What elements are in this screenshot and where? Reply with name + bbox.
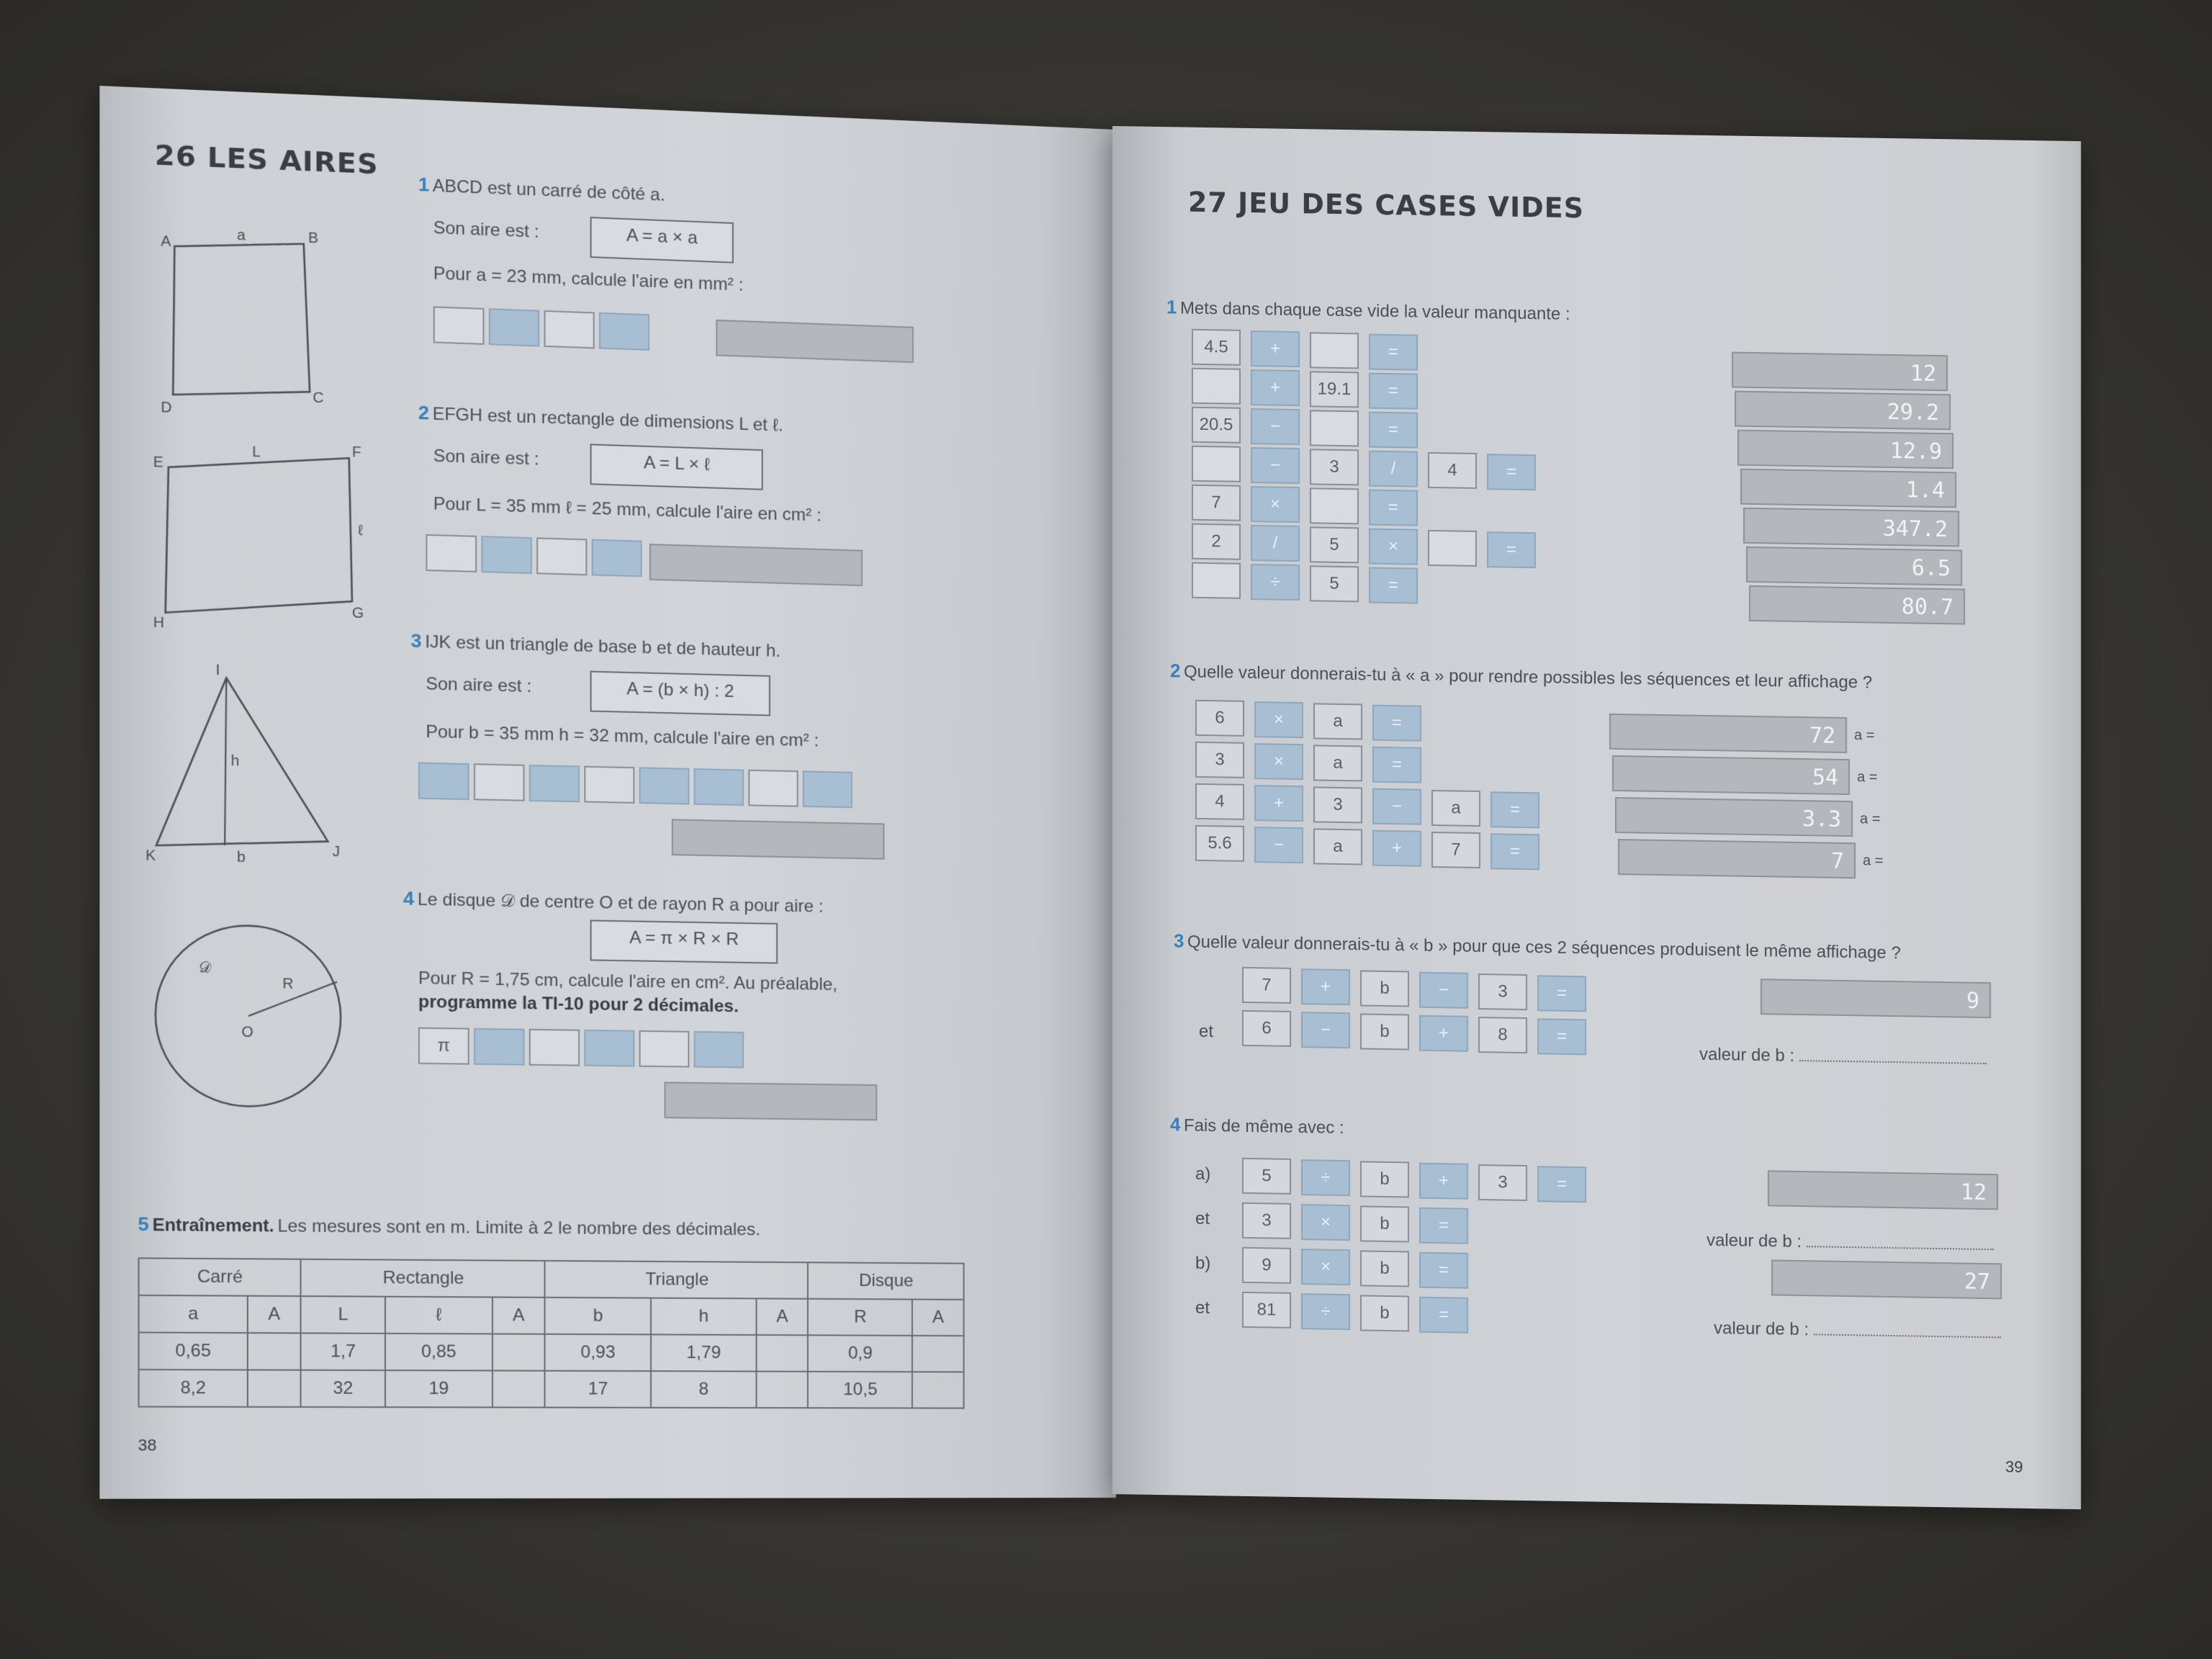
value-key[interactable]: 5: [1242, 1158, 1291, 1195]
calculator-display: 54: [1612, 755, 1850, 795]
exercise-1-left: [418, 173, 1080, 222]
operator-key[interactable]: −: [1301, 1012, 1350, 1048]
group-disque: Disque: [808, 1262, 963, 1300]
col-header: L: [301, 1296, 385, 1334]
ex4-key-4[interactable]: [584, 1030, 634, 1067]
operator-key[interactable]: =: [1419, 1252, 1468, 1289]
circle-label-D: 𝒟: [199, 960, 212, 976]
exercise-4-left: [403, 887, 1109, 922]
ex5-text: Les mesures sont en m. Limite à 2 le nombre des décimales.: [277, 1215, 760, 1240]
rect-label-H: H: [153, 614, 165, 631]
table-cell: 19: [385, 1370, 493, 1407]
rex1-text: Mets dans chaque case vide la valeur manquante :: [1179, 298, 1570, 324]
ex3-key-7[interactable]: [748, 770, 798, 807]
col-header: ℓ: [385, 1297, 493, 1334]
value-key[interactable]: 19.1: [1310, 371, 1359, 408]
ex3-key-8[interactable]: [803, 770, 853, 808]
operator-key[interactable]: =: [1419, 1297, 1468, 1334]
value-key[interactable]: b: [1360, 1295, 1409, 1331]
empty-input-key[interactable]: [1310, 487, 1359, 524]
value-key[interactable]: a: [1313, 745, 1362, 781]
value-key[interactable]: 5: [1310, 526, 1359, 563]
value-key[interactable]: 20.5: [1192, 407, 1241, 444]
rex4-answer-b-label: valeur de b :: [1714, 1318, 1809, 1340]
rect-label-G: G: [351, 605, 364, 622]
value-key[interactable]: 5.6: [1195, 825, 1244, 862]
value-key[interactable]: a: [1431, 790, 1480, 827]
rex3-answer: [1699, 1044, 1987, 1069]
operator-key[interactable]: =: [1537, 1166, 1586, 1202]
ex4-key-pi[interactable]: π: [418, 1028, 469, 1065]
operator-key[interactable]: −: [1251, 447, 1300, 484]
col-header: R: [808, 1299, 912, 1336]
calculator-display: 7: [1618, 839, 1856, 878]
circle-label-O: O: [241, 1024, 253, 1041]
value-key[interactable]: 3: [1478, 1164, 1527, 1201]
square-label-D: D: [161, 399, 172, 416]
rex4-answer-b: [1714, 1318, 2001, 1343]
operator-key[interactable]: ×: [1254, 701, 1303, 738]
value-key[interactable]: 3: [1195, 742, 1244, 778]
calculator-display: 29.2: [1735, 391, 1951, 431]
operator-key[interactable]: =: [1372, 705, 1421, 742]
a-equals-label: a =: [1857, 769, 1878, 786]
ex4-formula: A = π × R × R: [590, 920, 778, 963]
operator-key[interactable]: +: [1254, 785, 1303, 822]
empty-input-key[interactable]: [1310, 410, 1359, 446]
exercise-4-right: [1170, 1113, 2034, 1149]
value-key[interactable]: 4: [1195, 783, 1244, 820]
value-key[interactable]: 81: [1242, 1292, 1291, 1328]
operator-key[interactable]: =: [1372, 747, 1421, 783]
ex1-key-1[interactable]: [433, 306, 485, 345]
calculator-display: 12.9: [1737, 430, 1954, 469]
rex4-answer-a: [1707, 1230, 1994, 1255]
table-cell: 8: [651, 1371, 756, 1408]
value-key[interactable]: b: [1360, 970, 1409, 1007]
rex4-text: Fais de même avec :: [1183, 1115, 1344, 1138]
tri-label-b: b: [237, 849, 246, 866]
page-number-left: 38: [138, 1435, 157, 1455]
col-header: A: [493, 1297, 545, 1334]
ex2-display: [649, 544, 863, 586]
ex4-line1: Le disque 𝒟 de centre O et de rayon R a pour aire :: [417, 889, 824, 917]
ex1-key-4[interactable]: [599, 313, 649, 351]
value-key[interactable]: a: [1313, 703, 1362, 739]
table-cell: 0,9: [808, 1335, 912, 1372]
rex4-et-1: et: [1195, 1208, 1210, 1229]
operator-key[interactable]: +: [1419, 1163, 1468, 1200]
ex2-number: 2: [418, 401, 429, 424]
operator-key[interactable]: ×: [1251, 486, 1300, 523]
operator-key[interactable]: +: [1251, 369, 1300, 406]
ex1-number: 1: [418, 173, 429, 196]
col-header: A: [912, 1300, 963, 1336]
value-key[interactable]: 4.5: [1192, 329, 1241, 366]
rex3-text: Quelle valeur donnerais-tu à « b » pour que ces 2 séquences produisent le même affichage ?: [1187, 932, 1901, 963]
operator-key[interactable]: +: [1301, 968, 1350, 1005]
empty-input-key[interactable]: [1192, 562, 1241, 599]
value-key[interactable]: 9: [1242, 1247, 1291, 1284]
table-cell[interactable]: [912, 1336, 963, 1372]
ex2-line1: EFGH est un rectangle de dimensions L et ℓ.: [432, 404, 783, 436]
rex1-key-grid: [1112, 126, 2081, 141]
operator-key[interactable]: =: [1369, 412, 1418, 449]
table-cell[interactable]: [248, 1333, 301, 1370]
tri-label-I: I: [215, 662, 220, 679]
table-cell: 0,93: [545, 1334, 651, 1371]
tri-label-h: h: [230, 752, 240, 770]
value-key[interactable]: 3: [1478, 974, 1527, 1010]
ex3-key-4[interactable]: [584, 766, 634, 804]
rect-label-l: ℓ: [358, 523, 364, 539]
value-key[interactable]: b: [1360, 1205, 1409, 1242]
value-key[interactable]: 6: [1195, 700, 1244, 737]
calculator-display: 347.2: [1743, 508, 1959, 547]
exercise-1-right: [1166, 296, 2031, 332]
calculator-display: 72: [1609, 714, 1847, 753]
table-cell[interactable]: [756, 1372, 808, 1408]
operator-key[interactable]: =: [1537, 975, 1586, 1012]
ex4-key-6[interactable]: [694, 1031, 745, 1069]
group-triangle: Triangle: [545, 1261, 809, 1299]
ex4-key-5[interactable]: [639, 1030, 690, 1068]
ex3-key-1[interactable]: [418, 763, 469, 801]
ex3-line3: Pour b = 35 mm h = 32 mm, calcule l'aire en cm² :: [426, 721, 819, 751]
rex2-text: Quelle valeur donnerais-tu à « a » pour rendre possibles les séquences et leur affichage ?: [1183, 662, 1873, 693]
rex4-et-2: et: [1195, 1298, 1210, 1318]
operator-key[interactable]: ×: [1254, 743, 1303, 780]
calculator-display: 80.7: [1749, 585, 1965, 625]
page-number-right: 39: [2005, 1457, 2023, 1476]
ex4-display: [664, 1082, 877, 1120]
table-cell[interactable]: [248, 1370, 301, 1407]
operator-key[interactable]: /: [1369, 451, 1418, 487]
table-cell[interactable]: [756, 1335, 808, 1372]
col-header: A: [756, 1298, 808, 1335]
ex3-key-2[interactable]: [474, 763, 525, 801]
rex4-answer-b-line[interactable]: [1814, 1319, 2001, 1338]
rex1-displays: [1112, 126, 2081, 141]
value-key[interactable]: 7: [1192, 485, 1241, 521]
value-key[interactable]: 3: [1310, 449, 1359, 485]
operator-key[interactable]: =: [1369, 490, 1418, 526]
circle-figure: [145, 904, 366, 1122]
ex1-line2: Son aire est :: [433, 217, 539, 242]
operator-key[interactable]: ÷: [1251, 564, 1300, 601]
square-figure: [161, 227, 343, 428]
a-equals-label: a =: [1863, 853, 1884, 869]
ex2-key-2[interactable]: [481, 536, 532, 574]
ex2-line3: Pour L = 35 mm ℓ = 25 mm, calcule l'aire en cm² :: [433, 493, 822, 526]
ex4-key-2[interactable]: [474, 1028, 525, 1066]
rex3-answer-line[interactable]: [1799, 1046, 1987, 1064]
rex4-a-label: a): [1195, 1164, 1211, 1184]
operator-key[interactable]: +: [1372, 830, 1421, 867]
value-key[interactable]: a: [1313, 828, 1362, 865]
rect-label-L: L: [252, 444, 261, 461]
square-label-C: C: [313, 390, 324, 407]
operator-key[interactable]: =: [1537, 1018, 1586, 1055]
operator-key[interactable]: =: [1369, 373, 1418, 410]
empty-input-key[interactable]: [1192, 446, 1241, 482]
ex4-line3: programme la TI-10 pour 2 décimales.: [418, 992, 739, 1017]
ex1-line1: ABCD est un carré de côté a.: [432, 176, 665, 205]
operator-key[interactable]: =: [1491, 833, 1539, 870]
operator-key[interactable]: =: [1487, 454, 1536, 490]
ex2-key-3[interactable]: [536, 537, 587, 575]
rex1-number: 1: [1166, 296, 1177, 318]
operator-key[interactable]: =: [1491, 791, 1539, 828]
rex3-et: et: [1199, 1021, 1214, 1042]
table-row: [139, 1370, 964, 1408]
ex3-display: [672, 819, 885, 859]
rex4-number: 4: [1170, 1113, 1181, 1136]
empty-input-key[interactable]: [1310, 332, 1359, 369]
operator-key[interactable]: −: [1254, 827, 1303, 863]
rex3-display: 9: [1761, 979, 1991, 1018]
operator-key[interactable]: −: [1372, 788, 1421, 825]
ex2-key-1[interactable]: [426, 534, 477, 572]
table-cell: 32: [301, 1370, 385, 1408]
value-key[interactable]: b: [1360, 1161, 1409, 1197]
ex3-key-5[interactable]: [639, 767, 690, 804]
rex4-key-grid: [1112, 126, 2081, 141]
square-label-a: a: [237, 227, 246, 244]
operator-key[interactable]: ×: [1301, 1249, 1350, 1285]
calculator-display: 12: [1732, 352, 1948, 392]
exercise-2-left: [418, 401, 1080, 446]
ex1-key-3[interactable]: [544, 310, 594, 349]
ex2-key-4[interactable]: [592, 539, 642, 577]
chapter-title-right: 27 JEU DES CASES VIDES: [1188, 186, 1585, 225]
value-key[interactable]: 3: [1242, 1202, 1291, 1239]
value-key[interactable]: 3: [1313, 786, 1362, 823]
exercise-3-left: [410, 629, 1073, 669]
value-key[interactable]: 7: [1242, 967, 1291, 1004]
calculator-display: 1.4: [1740, 469, 1956, 508]
ex3-key-3[interactable]: [529, 765, 580, 802]
value-key[interactable]: 2: [1192, 523, 1241, 560]
table-cell: 8,2: [139, 1370, 248, 1407]
operator-key[interactable]: ÷: [1301, 1293, 1350, 1330]
col-header: h: [651, 1298, 756, 1335]
calculator-display: 3.3: [1615, 797, 1853, 837]
rex3-key-grid: [1112, 126, 2081, 141]
tri-label-K: K: [145, 848, 156, 864]
operator-key[interactable]: =: [1369, 567, 1418, 604]
group-carre: Carré: [139, 1258, 301, 1296]
operator-key[interactable]: ×: [1301, 1204, 1350, 1241]
ex3-formula: A = (b × h) : 2: [590, 671, 770, 716]
col-header: A: [248, 1296, 301, 1334]
table-cell[interactable]: [493, 1370, 545, 1407]
value-key[interactable]: 4: [1428, 452, 1477, 489]
ex2-formula: A = L × ℓ: [590, 444, 763, 490]
value-key[interactable]: 6: [1242, 1010, 1291, 1047]
col-header: b: [545, 1298, 651, 1335]
empty-input-key[interactable]: [1192, 368, 1241, 405]
triangle-figure: [145, 660, 373, 879]
value-key[interactable]: 7: [1431, 832, 1480, 868]
ex3-line1: IJK est un triangle de base b et de hauteur h.: [425, 631, 781, 662]
operator-key[interactable]: +: [1419, 1015, 1468, 1052]
exercise-2-right: [1170, 660, 2077, 696]
tri-label-J: J: [332, 844, 341, 860]
operator-key[interactable]: =: [1369, 334, 1418, 371]
left-page: [99, 86, 1116, 1499]
ex4-number: 4: [403, 886, 415, 909]
operator-key[interactable]: ×: [1369, 529, 1418, 565]
rex4-display-a: 12: [1768, 1170, 1998, 1210]
rex4-answer-a-line[interactable]: [1807, 1231, 1994, 1250]
rex2-displays: [1112, 126, 2081, 141]
ex1-line3: Pour a = 23 mm, calcule l'aire en mm² :: [433, 263, 744, 295]
operator-key[interactable]: −: [1419, 972, 1468, 1009]
rectangle-figure: [153, 437, 373, 629]
empty-input-key[interactable]: [1428, 530, 1477, 567]
ex4-key-3[interactable]: [529, 1029, 580, 1066]
training-table: [138, 1257, 965, 1408]
rex3-number: 3: [1174, 930, 1184, 952]
ex5-title: Entraînement.: [152, 1215, 274, 1236]
operator-key[interactable]: /: [1251, 525, 1300, 562]
chapter-title-left: 26 LES AIRES: [154, 138, 379, 181]
value-key[interactable]: 8: [1478, 1017, 1527, 1053]
exercise-5-left: [138, 1213, 958, 1241]
rex4-b-label: b): [1195, 1253, 1211, 1274]
ex3-line2: Son aire est :: [426, 674, 532, 697]
exercise-3-right: [1174, 930, 2081, 966]
operator-key[interactable]: −: [1251, 408, 1300, 445]
rex2-number: 2: [1170, 660, 1181, 682]
table-cell: 17: [545, 1371, 651, 1408]
value-key[interactable]: 5: [1310, 565, 1359, 602]
ex3-key-6[interactable]: [694, 768, 745, 806]
square-label-A: A: [161, 233, 171, 250]
right-page: [1112, 126, 2081, 1509]
rex3-answer-label: valeur de b :: [1699, 1044, 1795, 1066]
table-cell[interactable]: [493, 1334, 545, 1370]
table-cell: 1,7: [301, 1333, 385, 1370]
operator-key[interactable]: =: [1419, 1208, 1468, 1244]
ex5-number: 5: [138, 1213, 149, 1236]
table-cell[interactable]: [912, 1372, 963, 1408]
a-equals-label: a =: [1854, 727, 1875, 744]
group-rectangle: Rectangle: [301, 1259, 545, 1298]
table-cell: 0,65: [139, 1332, 248, 1370]
rex2-key-grid: [1112, 126, 2081, 141]
ex1-key-2[interactable]: [489, 308, 540, 347]
col-header: a: [139, 1295, 248, 1333]
value-key[interactable]: b: [1360, 1013, 1409, 1050]
calculator-display: 6.5: [1746, 547, 1962, 586]
ex2-line2: Son aire est :: [433, 446, 539, 469]
square-label-B: B: [308, 230, 319, 247]
table-cell: 1,79: [651, 1334, 756, 1371]
rex4-display-b: 27: [1771, 1259, 2002, 1299]
table-cell: 0,85: [385, 1334, 493, 1371]
rect-label-F: F: [351, 444, 361, 461]
ex1-display: [716, 320, 914, 363]
operator-key[interactable]: ÷: [1301, 1159, 1350, 1196]
operator-key[interactable]: +: [1251, 331, 1300, 367]
ex1-formula: A = a × a: [590, 217, 734, 264]
table-cell: 10,5: [808, 1372, 912, 1408]
a-equals-label: a =: [1860, 811, 1881, 827]
table-row: [139, 1332, 964, 1372]
rex4-answer-a-label: valeur de b :: [1707, 1230, 1802, 1252]
value-key[interactable]: b: [1360, 1250, 1409, 1287]
circle-label-R: R: [282, 976, 294, 992]
ex4-line2: Pour R = 1,75 cm, calcule l'aire en cm². Au préalable,: [418, 968, 838, 995]
operator-key[interactable]: =: [1487, 531, 1536, 568]
rect-label-E: E: [153, 454, 163, 471]
ex3-number: 3: [410, 629, 422, 652]
